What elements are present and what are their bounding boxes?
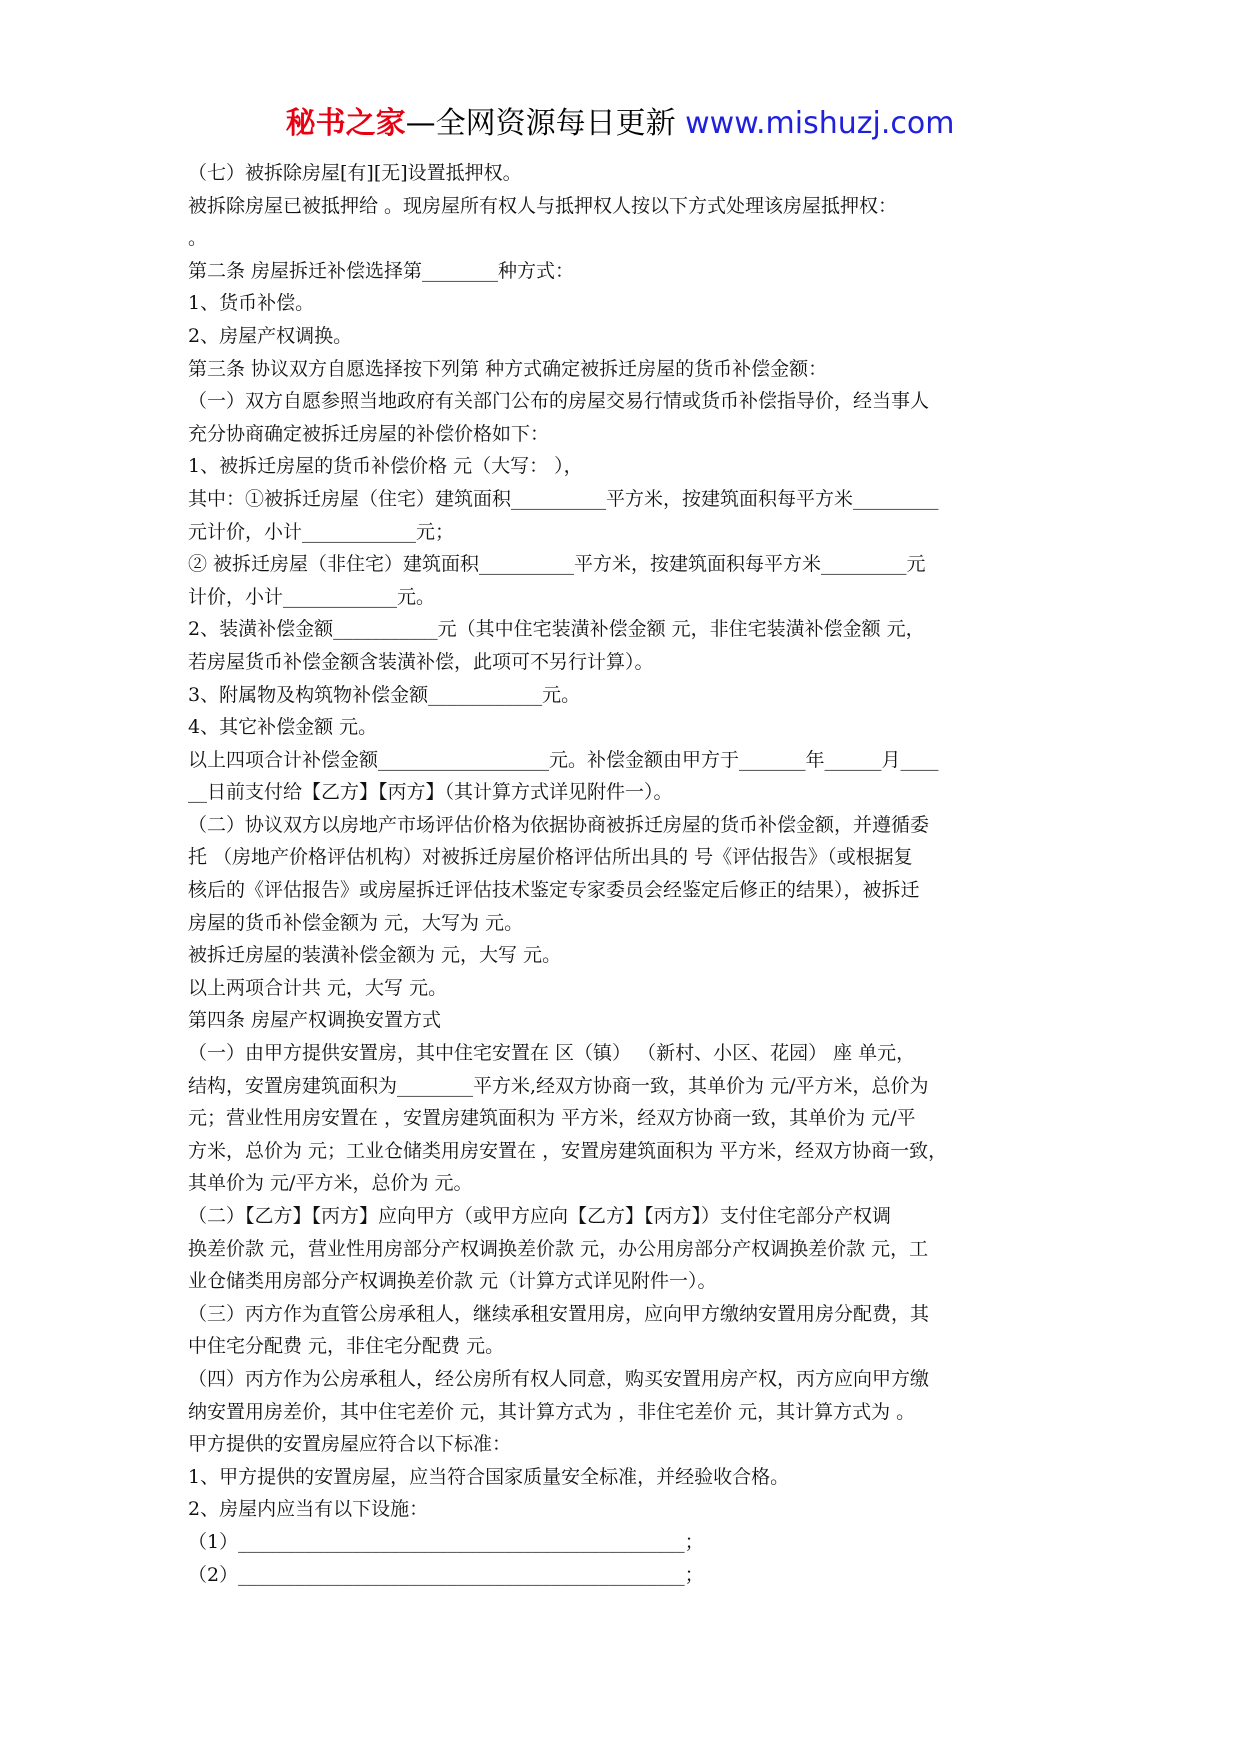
text-line: 方米，总价为 元；工业仓储类用房安置在 ，安置房建筑面积为 平方米，经双方协商一致， bbox=[188, 1139, 948, 1162]
text-line: 3、附属物及构筑物补偿金额____________元。 bbox=[188, 683, 581, 706]
text-line: （2）_______________________________________________； bbox=[188, 1563, 704, 1586]
text-line: 2、房屋内应当有以下设施： bbox=[188, 1498, 429, 1521]
text-line: 其单价为 元/平方米，总价为 元。 bbox=[188, 1172, 473, 1195]
text-line: 以上四项合计补偿金额__________________元。补偿金额由甲方于_______年______月____ bbox=[188, 748, 939, 771]
text-line: 1、被拆迁房屋的货币补偿价格 元（大写： ）， bbox=[188, 455, 583, 478]
text-line: 计价，小计____________元。 bbox=[188, 585, 436, 608]
text-line: 2、房屋产权调换。 bbox=[188, 324, 353, 347]
document-body bbox=[188, 157, 1068, 1591]
text-line: 核后的《评估报告》或房屋拆迁评估技术鉴定专家委员会经鉴定后修正的结果），被拆迁 bbox=[188, 879, 920, 902]
text-line: 第二条 房屋拆迁补偿选择第________种方式： bbox=[188, 259, 575, 282]
text-line: （七）被拆除房屋[有][无]设置抵押权。 bbox=[188, 162, 522, 184]
text-line: __日前支付给【乙方】【丙方】（其计算方式详见附件一）。 bbox=[188, 781, 673, 804]
header-tagline: 全网资源每日更新 bbox=[435, 106, 676, 141]
text-line: 第四条 房屋产权调换安置方式 bbox=[188, 1009, 442, 1032]
text-line: （三）丙方作为直管公房承租人，继续承租安置用房，应向甲方缴纳安置用房分配费，其 bbox=[188, 1302, 930, 1325]
site-url-link[interactable]: www.mishuzj.com bbox=[685, 106, 955, 141]
text-line: （二）【乙方】【丙方】应向甲方（或甲方应向【乙方】【丙方】）支付住宅部分产权调 bbox=[188, 1205, 892, 1227]
text-line: 4、其它补偿金额 元。 bbox=[188, 716, 378, 739]
text-line: 充分协商确定被拆迁房屋的补偿价格如下： bbox=[188, 422, 550, 445]
text-line: 2、装潢补偿金额___________元（其中住宅装潢补偿金额 元，非住宅装潢补偿金额 元， bbox=[188, 618, 925, 641]
text-line: 纳安置用房差价，其中住宅差价 元，其计算方式为 ，非住宅差价 元，其计算方式为 。 bbox=[188, 1400, 916, 1423]
text-line: 若房屋货币补偿金额含装潢补偿，此项可不另行计算）。 bbox=[188, 650, 654, 673]
text-line: 以上两项合计共 元，大写 元。 bbox=[188, 976, 448, 999]
text-line: 中住宅分配费 元，非住宅分配费 元。 bbox=[188, 1335, 505, 1358]
text-line: （一）由甲方提供安置房，其中住宅安置在 区（镇） （新村、小区、花园） 座 单元， bbox=[188, 1042, 916, 1065]
text-line: 房屋的货币补偿金额为 元，大写为 元。 bbox=[188, 911, 524, 934]
text-line: 1、货币补偿。 bbox=[188, 292, 315, 315]
site-brand: 秘书之家 bbox=[285, 106, 406, 141]
text-line: 第三条 协议双方自愿选择按下列第 种方式确定被拆迁房屋的货币补偿金额： bbox=[188, 357, 828, 380]
text-line: 元；营业性用房安置在 ，安置房建筑面积为 平方米，经双方协商一致，其单价为 元/平 bbox=[188, 1107, 916, 1130]
text-line: 甲方提供的安置房屋应符合以下标准： bbox=[188, 1433, 512, 1456]
text-line: 。 bbox=[188, 227, 208, 250]
text-line: 结构，安置房建筑面积为________平方米,经双方协商一致，其单价为 元/平方米，总价为 bbox=[188, 1074, 929, 1097]
text-line: 换差价款 元，营业性用房部分产权调换差价款 元，办公用房部分产权调换差价款 元，工 bbox=[188, 1237, 929, 1260]
text-line: （二）协议双方以房地产市场评估价格为依据协商被拆迁房屋的货币补偿金额，并遵循委 bbox=[188, 813, 930, 836]
text-line: 1、甲方提供的安置房屋，应当符合国家质量安全标准，并经验收合格。 bbox=[188, 1465, 790, 1488]
text-line: 元计价，小计____________元； bbox=[188, 520, 455, 543]
site-header bbox=[0, 100, 1240, 148]
text-line: （四）丙方作为公房承租人，经公房所有权人同意，购买安置用房产权，丙方应向甲方缴 bbox=[188, 1367, 930, 1390]
text-line: 托 （房地产价格评估机构）对被拆迁房屋价格评估所出具的 号《评估报告》（或根据复 bbox=[188, 846, 913, 869]
text-line: （1）_______________________________________________； bbox=[188, 1530, 704, 1553]
text-line: 其中：①被拆迁房屋（住宅）建筑面积__________平方米，按建筑面积每平方米_________ bbox=[188, 487, 939, 510]
text-line: 业仓储类用房部分产权调换差价款 元（计算方式详见附件一）。 bbox=[188, 1270, 717, 1293]
header-separator: — bbox=[405, 106, 436, 141]
text-line: （一）双方自愿参照当地政府有关部门公布的房屋交易行情或货币补偿指导价，经当事人 bbox=[188, 390, 930, 413]
text-line: 被拆迁房屋的装潢补偿金额为 元，大写 元。 bbox=[188, 944, 562, 967]
text-line: ② 被拆迁房屋（非住宅）建筑面积__________平方米，按建筑面积每平方米_________元 bbox=[188, 553, 926, 576]
text-line: 被拆除房屋已被抵押给 。现房屋所有权人与抵押权人按以下方式处理该房屋抵押权： bbox=[188, 194, 898, 217]
